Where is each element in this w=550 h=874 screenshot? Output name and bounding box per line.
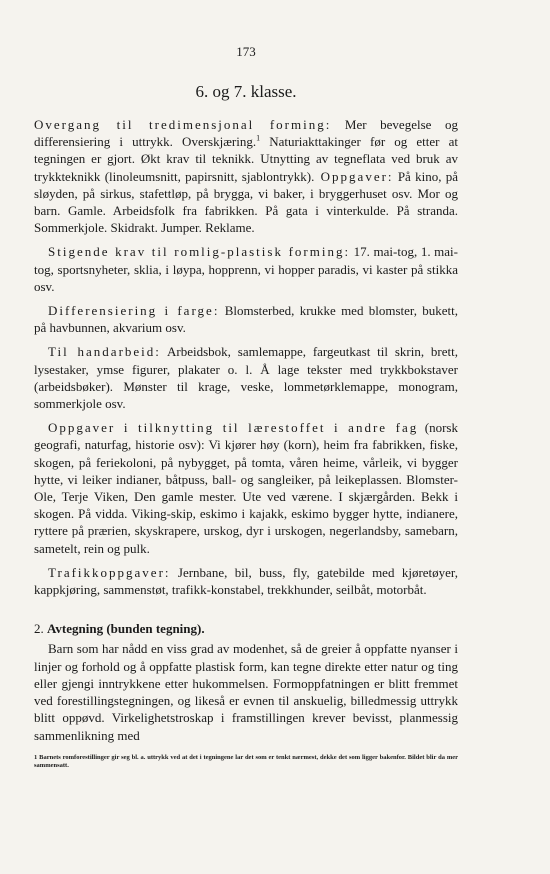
paragraph-stigende-krav <box>34 243 458 295</box>
footnote-number: 1 <box>34 753 38 761</box>
page-number: 173 <box>236 44 256 59</box>
paragraph-text: (norsk geografi, naturfag, historie osv): Vi kjører høy (korn), heim fra fabrikken, fiske, skogen, på feriekoloni, på nybygget, på tomta, våren heime, vårleik, vi bygger hytte, vi leiker indianer, båtpuss, ball- og sangleiker, på leikeplassen. Blomster-Ole, Terje Viken, Den gamle mester. Ute ved værene. I skjærgården. Bekk i skogen. På vidda. Viking-skip, eskimo i kajakk, eskimo bygger hytte, indianere, ryttere på prærien, skyskrapere, urskog, dyr i urskogen, negerlandsby, samebarn, sametelt, rein og pulk. <box>34 420 458 556</box>
paragraph-lead: Trafikkoppgaver: <box>48 564 171 580</box>
paragraph-avtegning: Barn som har nådd en viss grad av modenhet, så de greier å oppfatte nyanser i linjer og forhold og å oppfatte plastisk form, kan tegne direkte etter natur og ting eller gjengi inntrykkene etter hukommelsen. Formoppfatningen er blitt fremmet ved forestillingstegningen, og likeså er evnen til anskuelig, billedmessig uttrykk blitt oppøvd. Virkelighetstroskap i framstillingen krever bevisst, planmessig sammenlikning med <box>34 641 458 743</box>
paragraph-text: Arbeidsbok, samlemappe, fargeutkast til skrin, brett, lysestaker, ymse figurer, plakater o. l. Å lage tekster med trykkbokstaver (arbeidsbøker). Mønster til krage, veske, lommetørklemappe, monogram, sommerkjole osv. <box>34 344 458 412</box>
paragraph-handarbeid <box>34 343 458 412</box>
paragraph-overgang <box>34 116 458 236</box>
paragraph-text: Blomsterbed, krukke med blomster, bukett, på havbunnen, akvarium osv. <box>34 303 458 336</box>
paragraph-andre-fag <box>34 419 458 557</box>
subsection-title: Avtegning (bunden tegning). <box>47 621 205 637</box>
footnote-text: Barnets romforestillinger gir seg bl. a. uttrykk ved at det i tegningene lar det som er tenkt nærmest, dekke det som ligger bakenfor. Bildet blir da mer sammensatt. <box>34 753 458 770</box>
paragraph-text: Mer bevegelse og differensiering i uttrykk. Overskjæring. <box>34 117 458 150</box>
paragraph-lead: Differensiering i farge: <box>48 303 220 319</box>
subsection-heading <box>34 620 458 637</box>
paragraph-lead: Overgang til tredimensjonal forming: <box>34 117 332 132</box>
page <box>34 44 458 771</box>
footnote-mark: 1 <box>256 133 261 143</box>
paragraph-text: Naturiakttakinger før og etter at tegningen er gjort. Økt krav til teknikk. Utnytting av tegneflata ved bruk av trykkteknikk (linoleumsnitt, papirsnitt, sjablontrykk). <box>34 134 458 184</box>
section-heading: 6. og 7. klasse. <box>195 82 297 101</box>
subsection-number: 2. <box>34 621 44 637</box>
paragraph-text: Jernbane, bil, buss, fly, gatebilde med kjøretøyer, kappkjøring, sammenstøt, trafikk-konstabel, trekkhunder, seilbåt, motorbåt. <box>34 564 458 598</box>
paragraph-lead: Stigende krav til romlig-plastisk forming: <box>48 244 351 260</box>
paragraph-lead: Til handarbeid: <box>48 344 161 360</box>
paragraph-text: 17. mai-tog, 1. mai-tog, sportsnyheter, sklia, i løypa, hopprenn, vi hopper paradis, vi kaster på stikka osv. <box>34 244 458 294</box>
paragraph-lead: Oppgaver i tilknytting til lærestoffet i andre fag <box>48 420 419 436</box>
footnote <box>34 754 458 771</box>
paragraph-trafikk <box>34 564 458 598</box>
paragraph-text: På kino, på sløyden, på sirkus, stafettløp, på brygga, vi baker, i bryggerhuset osv. Mor og barn. Gamle. Arbeidsfolk fra fabrikken. På gata i vinterkulde. På stranda. Sommerkjole. Skidrakt. Jumper. Reklame. <box>34 168 459 236</box>
paragraph-lead: Oppgaver: <box>314 168 394 184</box>
paragraph-farge <box>34 302 458 336</box>
